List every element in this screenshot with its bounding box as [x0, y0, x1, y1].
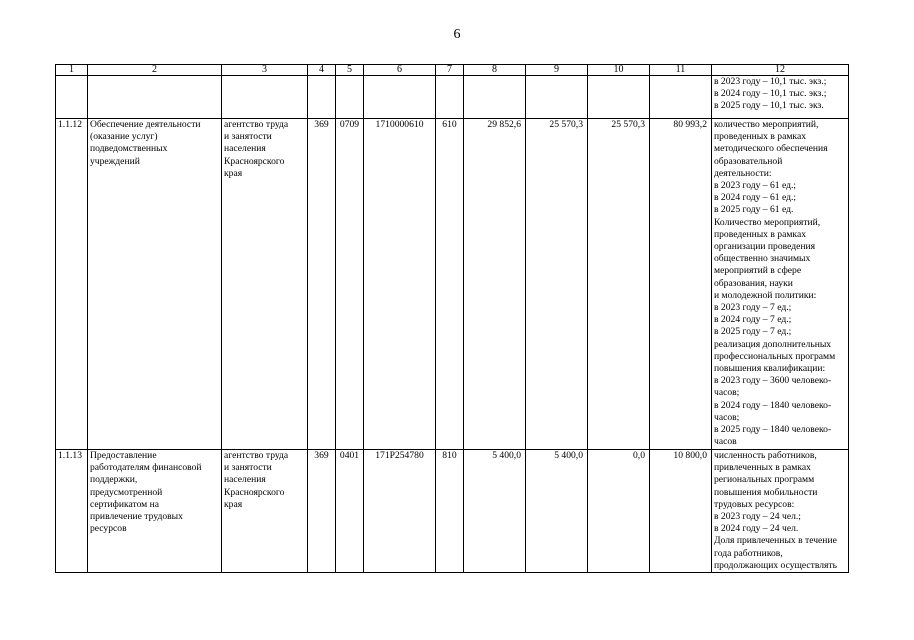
header-cell: 8 — [464, 65, 526, 76]
vr-cell: 810 — [436, 450, 464, 573]
table-row — [56, 119, 849, 450]
result-cell: численность работников, привлеченных в рамках региональных программ повышения мобильности трудовых ресурсов: в 2023 году – 24 чел.; в 2024 году – 24 чел. Доля привлеченных в течение года работников, продолжающих осуществлять — [712, 450, 849, 573]
header-cell: 5 — [336, 65, 364, 76]
agency-cell: агентство труда и занятости населения Красноярского края — [222, 119, 308, 450]
amount-2023-cell: 5 400,0 — [464, 450, 526, 573]
amount-2024-cell: 5 400,0 — [526, 450, 588, 573]
rzpr-cell: 0401 — [336, 450, 364, 573]
header-cell: 7 — [436, 65, 464, 76]
measure-name-cell: Предоставление работодателям финансовой поддержки, предусмотренной сертификатом на привлечение трудовых ресурсов — [88, 450, 222, 573]
result-cell: количество мероприятий, проведенных в рамках методического обеспечения образовательной деятельности: в 2023 году – 61 ед.; в 2024 году – 61 ед.; в 2025 году – 61 ед. Количество мероприятий, проведенных в рамках организации проведения общественно значимых мероприятий в сфере образования, науки и молодежной политики: в 2023 году – 7 ед.; в 2024 году – 7 ед.; в 2025 году – 7 ед.; реализация дополнительных профессиональных программ повышения квалификации: в 2023 году – 3600 человеко- часов; в 2024 году – 1840 человеко- часов; в 2025 году – 1840 человеко- часов — [712, 119, 849, 450]
amount-2023-cell: 29 852,6 — [464, 119, 526, 450]
row-number: 1.1.13 — [56, 450, 88, 573]
header-cell: 9 — [526, 65, 588, 76]
result-cell — [712, 76, 849, 119]
header-cell: 4 — [308, 65, 336, 76]
result-line: в 2024 году – 10,1 тыс. экз.; — [714, 88, 827, 100]
header-cell: 6 — [364, 65, 436, 76]
page-number: 6 — [453, 27, 461, 42]
amount-total-cell: 80 993,2 — [650, 119, 712, 450]
csr-cell: 171P254780 — [364, 450, 436, 573]
result-line: в 2023 году – 10,1 тыс. экз.; — [714, 76, 827, 87]
vr-cell: 610 — [436, 119, 464, 450]
amount-total-cell: 10 800,0 — [650, 450, 712, 573]
row-number: 1.1.12 — [56, 119, 88, 450]
amount-2025-cell: 25 570,3 — [588, 119, 650, 450]
measure-name-cell: Обеспечение деятельности (оказание услуг) подведомственных учреждений — [88, 119, 222, 450]
header-cell: 11 — [650, 65, 712, 76]
header-cell: 2 — [88, 65, 222, 76]
amount-2025-cell: 0,0 — [588, 450, 650, 573]
csr-cell: 1710000610 — [364, 119, 436, 450]
header-cell: 1 — [56, 65, 88, 76]
table-row — [56, 450, 849, 573]
rzpr-cell: 0709 — [336, 119, 364, 450]
amount-2024-cell: 25 570,3 — [526, 119, 588, 450]
header-row — [56, 65, 849, 76]
header-cell: 10 — [588, 65, 650, 76]
continuation-row — [56, 76, 849, 119]
agency-cell: агентство труда и занятости населения Красноярского края — [222, 450, 308, 573]
grbs-cell: 369 — [308, 119, 336, 450]
budget-table — [55, 64, 849, 573]
header-cell: 12 — [712, 65, 849, 76]
grbs-cell: 369 — [308, 450, 336, 573]
result-line: в 2025 году – 10,1 тыс. экз. — [714, 100, 824, 112]
header-cell: 3 — [222, 65, 308, 76]
